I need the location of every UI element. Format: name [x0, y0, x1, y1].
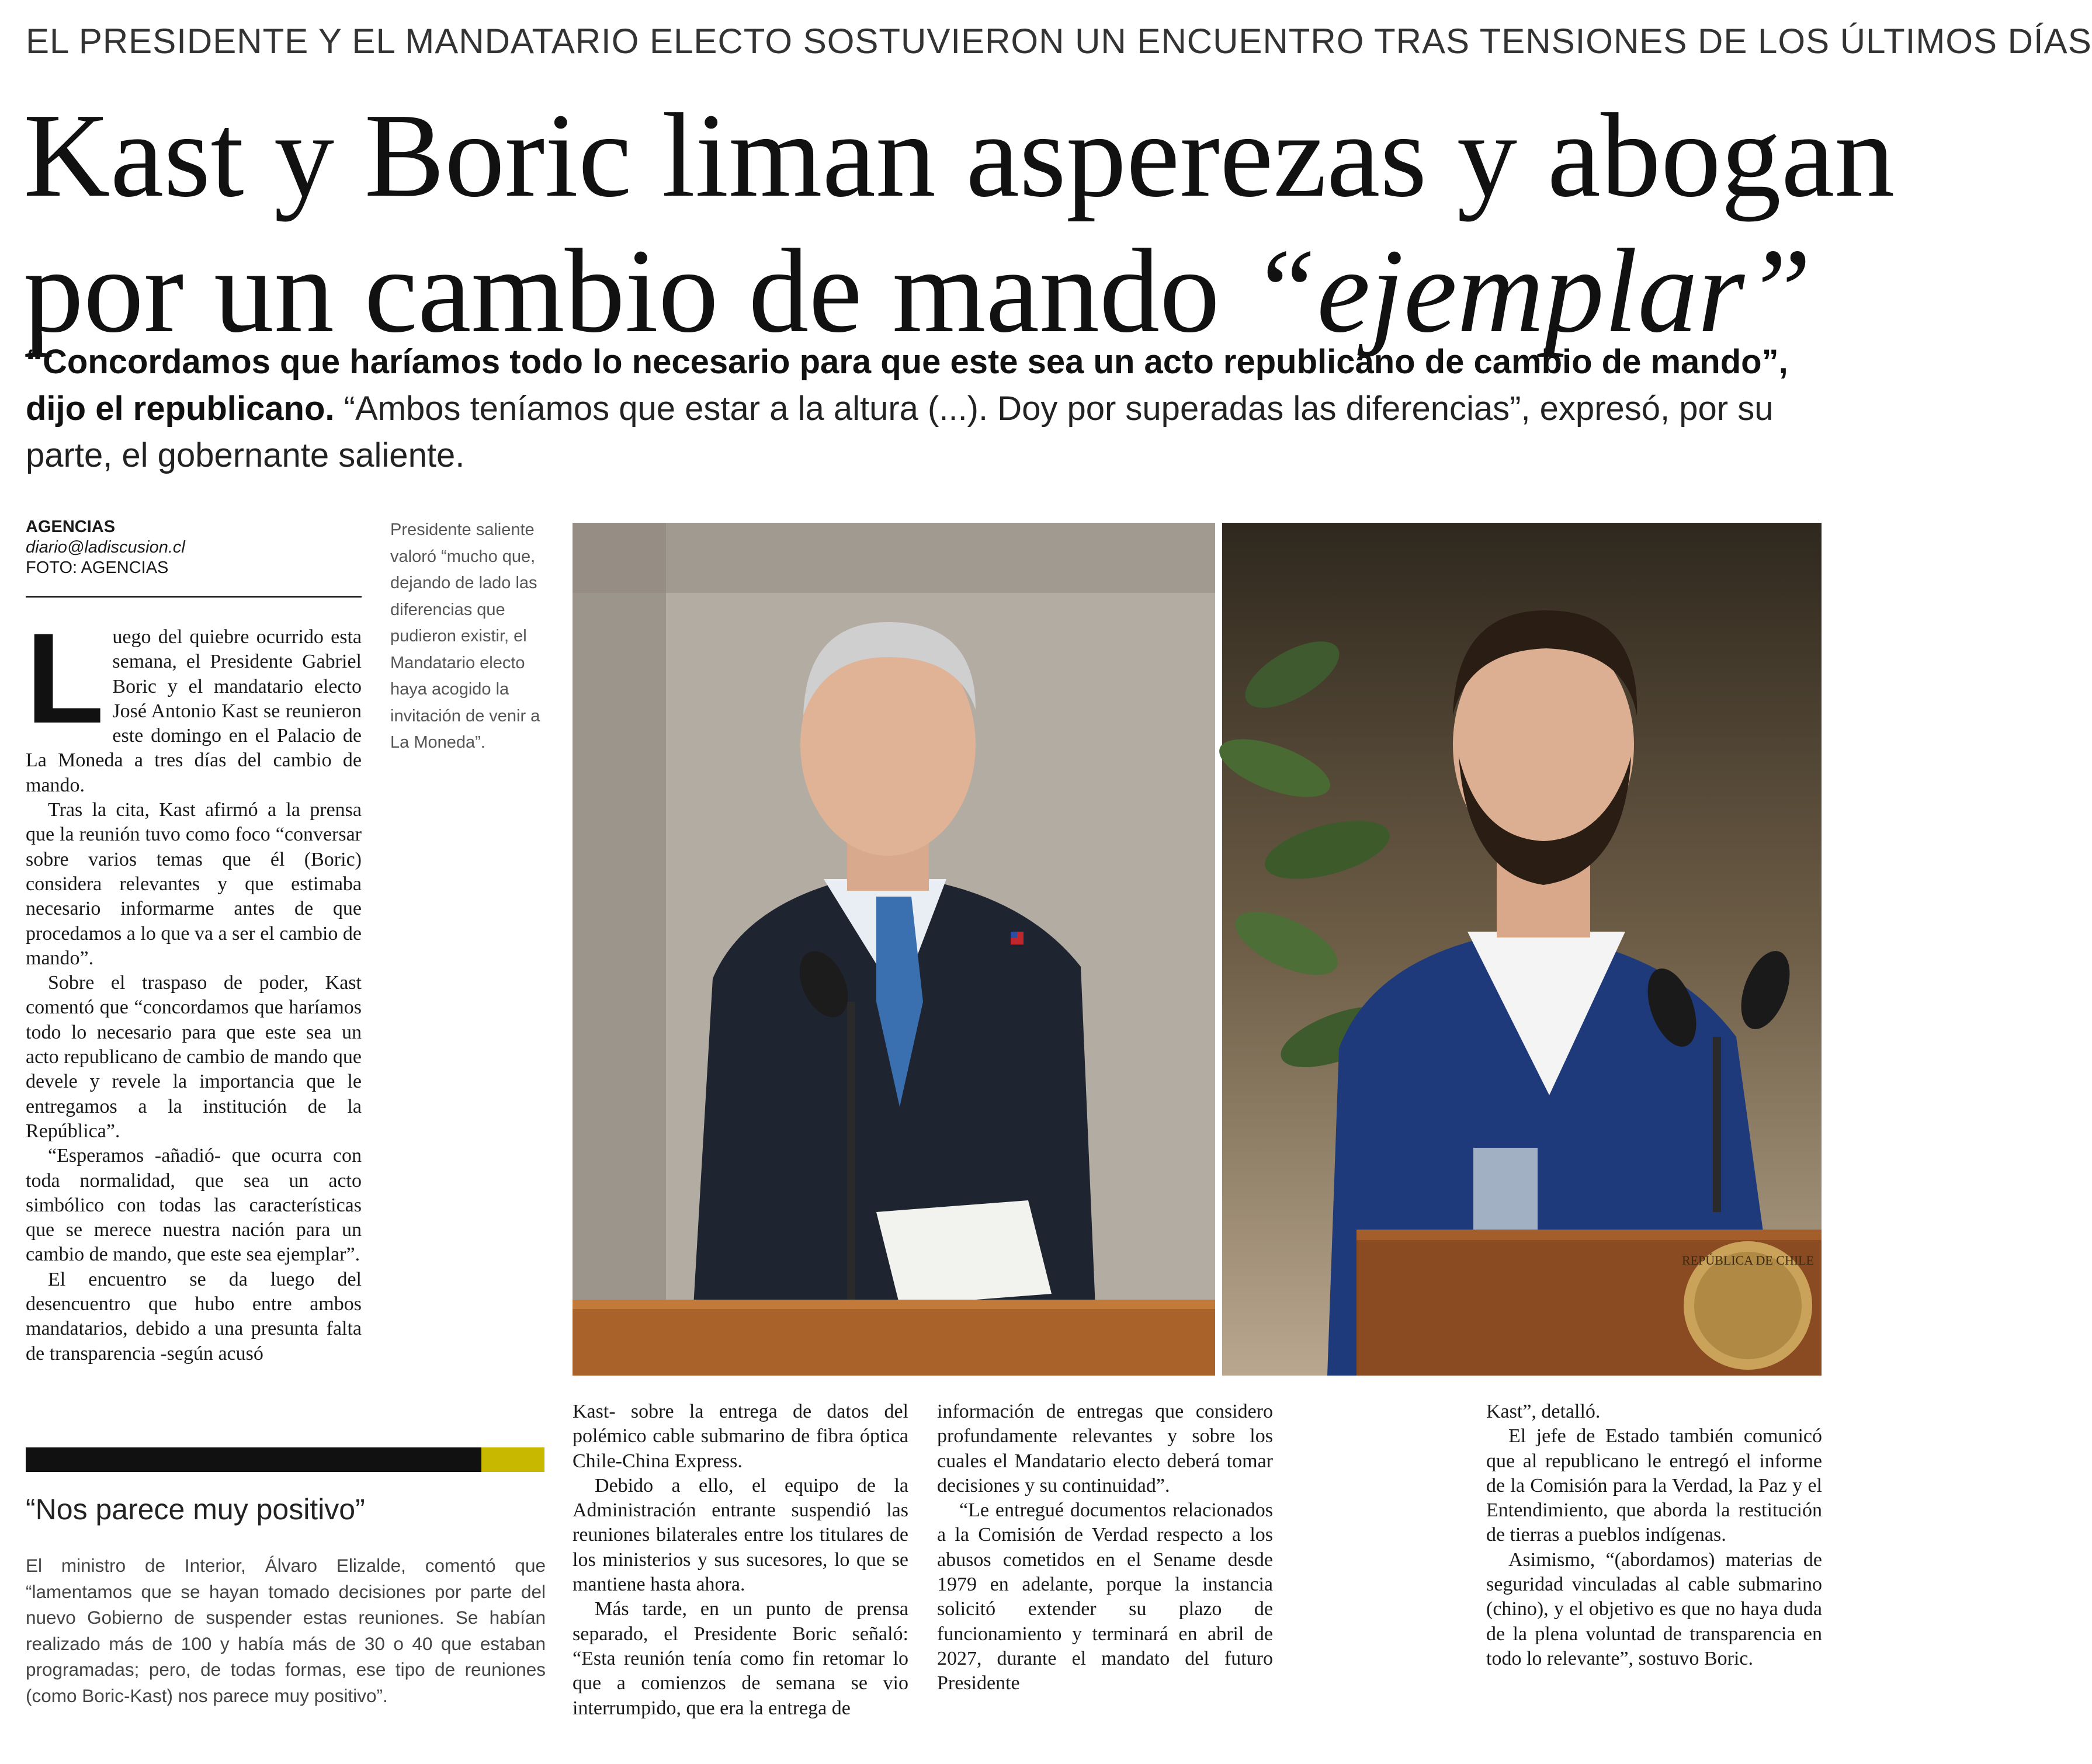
- seal-text: REPÚBLICA DE CHILE: [1681, 1253, 1815, 1268]
- body-column-3: [937, 1400, 1273, 1696]
- body-column-2: [573, 1400, 908, 1721]
- photo-boric: [1222, 523, 1822, 1376]
- byline-divider: [26, 596, 362, 598]
- byline-photo-credit: FOTO: AGENCIAS: [26, 558, 169, 577]
- photo-kast: [573, 523, 1215, 1376]
- headline-line-1: Kast y Boric liman asperezas y abogan: [23, 88, 1895, 222]
- box-body: El ministro de Interior, Álvaro Elizalde, comentó que “lamentamos que se hayan tomado decisiones por parte del nuevo Gobierno de suspender estas reuniones. Se habían realizado más de 100 y había más de 30 o 40 que estaban programadas; pero, de todas formas, ese tipo de reuniones (como Boric-Kast) nos parece muy positivo”.: [26, 1555, 546, 1706]
- body-paragraph: Sobre el traspaso de poder, Kast comentó que “concordamos que haríamos todo lo necesario para que este sea un acto republicano de cambio de mando que devele y revele la importancia que le entregamos a la institución de la República”.: [26, 972, 362, 1142]
- deck: [26, 339, 1825, 479]
- deck-bold: “Concordamos que haríamos todo lo necesario para que este sea un acto republicano de cambio de mando”, dijo el republicano.: [26, 343, 1788, 428]
- photo-caption: Presidente saliente valoró “mucho que, dejando de lado las diferencias que pudieron existir, el Mandatario electo haya acogido la invitación de venir a La Moneda”.: [390, 520, 540, 752]
- box-title: “Nos parece muy positivo”: [26, 1493, 365, 1526]
- body-paragraph: El encuentro se da luego del desencuentro que hubo entre ambos mandatarios, debido a una presunta falta de transparencia -según acusó: [26, 1268, 362, 1364]
- drop-cap: L: [26, 606, 105, 750]
- body-column-4: [1486, 1400, 1822, 1671]
- body-paragraph: Debido a ello, el equipo de la Administración entrante suspendió las reuniones bilaterales entre los titulares de los ministerios y sus sucesores, lo que se mantiene hasta ahora.: [573, 1474, 908, 1596]
- body-paragraph: Asimismo, “(abordamos) materias de seguridad vinculadas al cable submarino (chino), y el objetivo es que no haya duda de la plena voluntad de transparencia en todo lo relevante”, sostuvo Boric.: [1486, 1548, 1822, 1669]
- byline-agency: AGENCIAS: [26, 518, 116, 536]
- byline: [26, 517, 353, 578]
- body-paragraph: información de entregas que considero profundamente relevantes y sobre los cuales el Mandatario electo deberá tomar decisiones y su continuidad”.: [937, 1401, 1273, 1496]
- body-paragraph: “Le entregué documentos relacionados a la Comisión de Verdad respecto a los abusos cometidos en el Sename desde 1979 en adelante, porque la instancia solicitó extender su plazo de funcionamiento y terminará en abril de 2027, durante el mandato del futuro Presidente: [937, 1499, 1273, 1694]
- body-paragraph: Kast- sobre la entrega de datos del polémico cable submarino de fibra óptica Chile-China Express.: [573, 1401, 908, 1472]
- photo-boric-illustration: [1222, 523, 1822, 1376]
- headline-line-2-plain: por un cambio de mando: [23, 224, 1250, 357]
- body-paragraph: Más tarde, en un punto de prensa separado, el Presidente Boric señaló: “Esta reunión tenía como fin retomar lo que a comienzos de semana se vio interrumpido, que era la entrega de: [573, 1598, 908, 1719]
- deck-regular: “Ambos teníamos que estar a la altura (...). Doy por superadas las diferencias”, expresó, por su parte, el gobernante saliente.: [26, 390, 1774, 474]
- body-paragraph: Tras la cita, Kast afirmó a la prensa que la reunión tuvo como foco “conversar sobre varios temas que él (Boric) considera relevantes y que estimaba necesario informarme antes de que procedamos a lo que va a ser el cambio de mando”.: [26, 799, 362, 969]
- body-paragraph: Kast”, detalló.: [1486, 1401, 1601, 1422]
- kicker: EL PRESIDENTE Y EL MANDATARIO ELECTO SOSTUVIERON UN ENCUENTRO TRAS TENSIONES DE LOS ÚLTIMOS DÍAS: [26, 22, 2092, 61]
- body-paragraph: “Esperamos -añadió- que ocurra con toda normalidad, que sea un acto simbólico con todas las características que se merece nuestra nación para un cambio de mando, que este sea ejemplar”.: [26, 1145, 362, 1266]
- byline-email[interactable]: diario@ladiscusion.cl: [26, 538, 185, 557]
- headline-line-2-italic: “ejemplar”: [1250, 224, 1812, 357]
- headline: [23, 88, 1895, 359]
- body-paragraph: uego del quiebre ocurrido esta semana, el Presidente Gabriel Boric y el mandatario electo José Antonio Kast se reunieron este domingo en el Palacio de La Moneda a tres días del cambio de mando.: [26, 626, 362, 796]
- photo-kast-illustration: [573, 523, 1215, 1376]
- body-column-1: [26, 606, 362, 1366]
- body-paragraph: El jefe de Estado también comunicó que al republicano le entregó el informe de la Comisión para la Verdad, la Paz y el Entendimiento, que aborda la restitución de tierras a pueblos indígenas.: [1486, 1425, 1822, 1546]
- box-header-accent: [481, 1447, 544, 1472]
- box-header-bar: [26, 1447, 481, 1472]
